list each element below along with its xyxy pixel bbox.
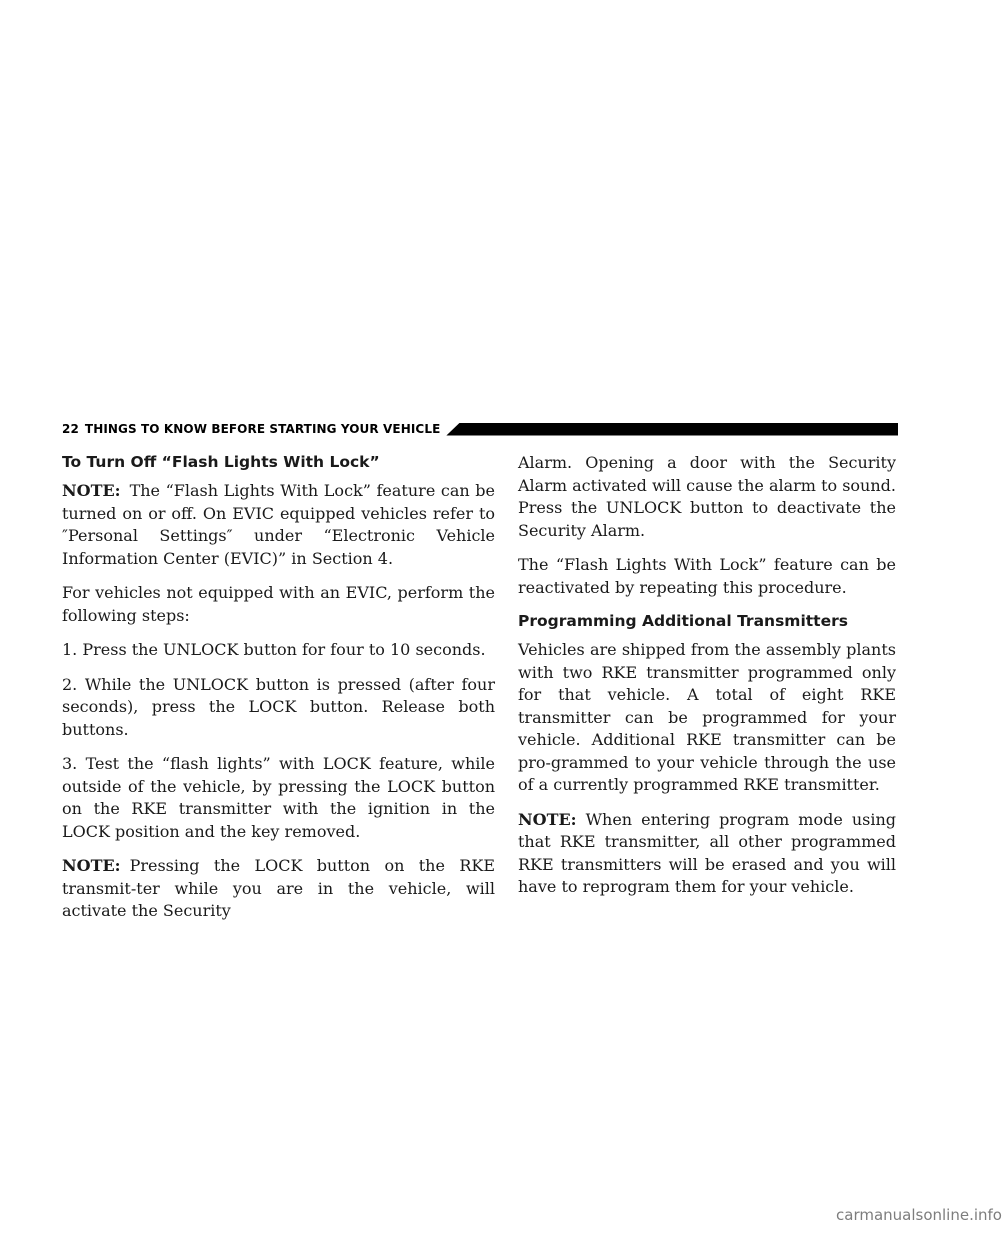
note-text: The “Flash Lights With Lock” feature can be turned on or off. On EVIC equipped vehicles refer to ″Personal Settings″ under “Electronic Vehicle Information Center (EVIC)” in Section 4.	[62, 481, 495, 568]
watermark-text: carmanualsonline.info	[836, 1206, 1002, 1224]
step-3: 3. Test the “flash lights” with LOCK feature, while outside of the vehicle, by pressing the LOCK button on the RKE transmitter with the ignition in the LOCK position and the key removed.	[62, 754, 495, 841]
header-rule	[446, 423, 898, 436]
note-label: NOTE:	[518, 809, 577, 829]
heading-programming-transmitters: Programming Additional Transmitters	[518, 612, 848, 630]
note-label: NOTE:	[62, 481, 121, 500]
heading-turn-off-flash-lights: To Turn Off “Flash Lights With Lock”	[62, 453, 380, 471]
paragraph-evic-steps: For vehicles not equipped with an EVIC, perform the following steps:	[62, 583, 495, 625]
step-1: 1. Press the UNLOCK button for four to 10 seconds.	[62, 640, 486, 659]
note-paragraph	[62, 480, 495, 570]
note-paragraph	[518, 809, 896, 899]
paragraph-transmitters: Vehicles are shipped from the assembly plants with two RKE transmitter programmed only for that vehicle. A total of eight RKE transmitter can be programmed for your vehicle. Additional RKE transmitter can be pro-grammed to your vehicle through the use of a currently programmed RKE transmitter.	[518, 640, 896, 794]
section-title: THINGS TO KNOW BEFORE STARTING YOUR VEHICLE	[84, 422, 441, 436]
page-header	[62, 422, 898, 436]
right-column	[518, 452, 896, 911]
note-paragraph	[62, 855, 495, 923]
note-text: When entering program mode using that RKE transmitter, all other programmed RKE transmitters will be erased and you will have to reprogram them for your vehicle.	[518, 809, 896, 896]
note-text: Pressing the LOCK button on the RKE transmit-ter while you are in the vehicle, will activate the Security	[62, 856, 495, 920]
paragraph-reactivate: The “Flash Lights With Lock” feature can be reactivated by repeating this procedure.	[518, 555, 896, 597]
left-column	[62, 452, 495, 935]
note-label: NOTE:	[62, 856, 121, 875]
step-2: 2. While the UNLOCK button is pressed (after four seconds), press the LOCK button. Release both buttons.	[62, 674, 495, 739]
paragraph-security-alarm: Alarm. Opening a door with the Security Alarm activated will cause the alarm to sound. Press the UNLOCK button to deactivate the Security Alarm.	[518, 453, 896, 540]
page-number: 22	[62, 422, 79, 436]
